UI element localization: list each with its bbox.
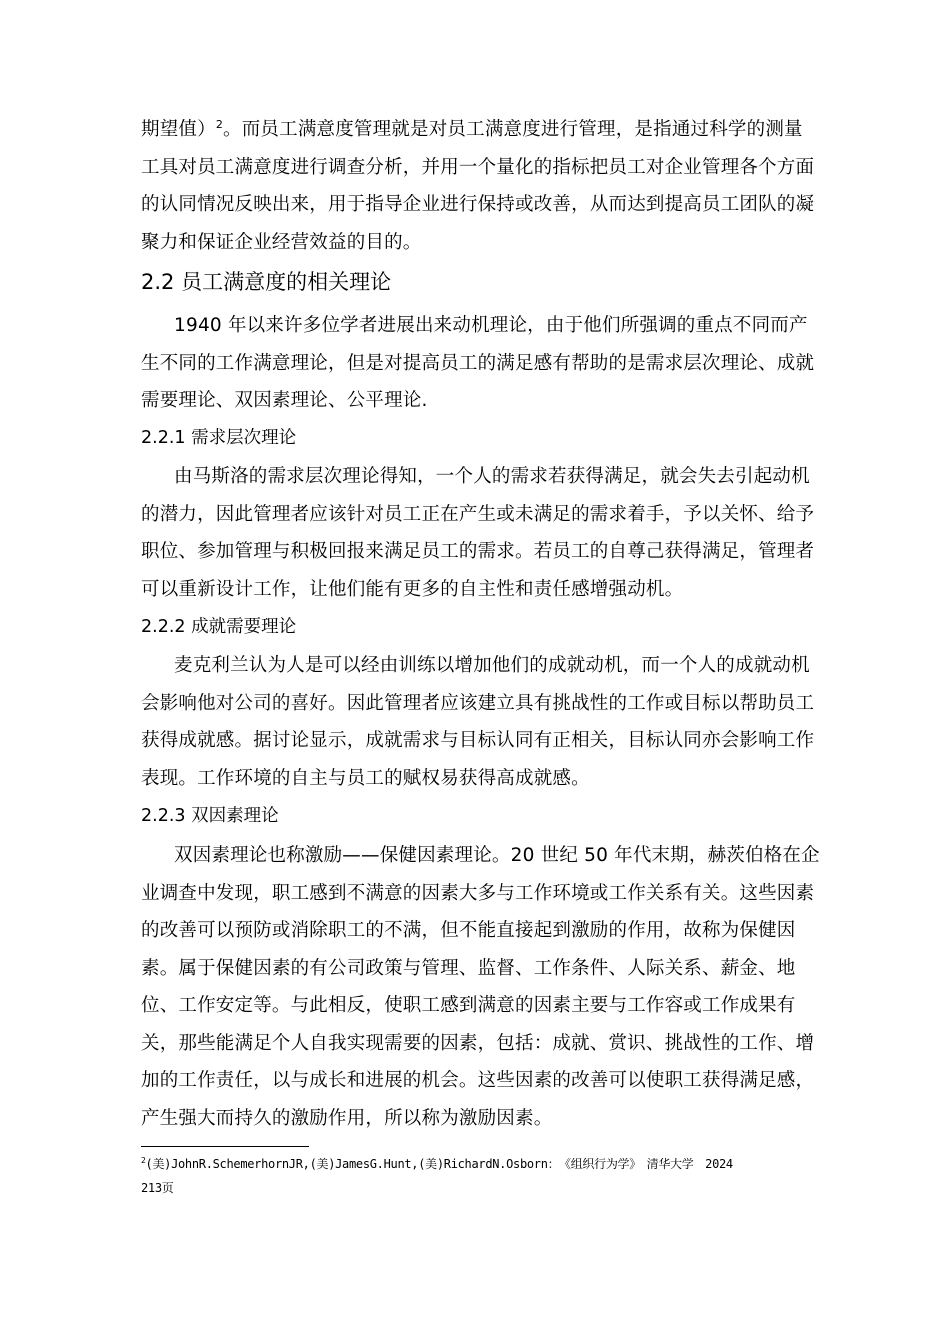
footnote-number: 2 [141, 1156, 146, 1165]
section-heading-2-2-2: 2.2.2 成就需要理论 [141, 617, 297, 637]
section-2-2-1-paragraph [141, 458, 821, 608]
section-2-2-2-text: 麦克利兰认为人是可以经由训练以增加他们的成就动机，而一个人的成就动机会影响他对公司的喜好。因此管理者应该建立具有挑战性的工作或目标以帮助员工获得成就感。据讨论显示，成就需求与目标认同有正相关，目标认同亦会影响工作表现。工作环境的自主与员工的赋权易获得高成就感。 [141, 655, 815, 789]
footnote-line-2: 213页 [141, 1181, 174, 1195]
section-2-2-text: 1940 年以来许多位学者进展出来动机理论，由于他们所强调的重点不同而产生不同的工作满意理论，但是对提高员工的满足感有帮助的是需求层次理论、成就需要理论、双因素理论、公平理论. [141, 315, 815, 411]
footnote-separator [141, 1146, 309, 1147]
section-heading-2-2-3: 2.2.3 双因素理论 [141, 806, 279, 826]
footnote-ref[interactable]: 2 [215, 117, 224, 131]
section-2-2-2-paragraph [141, 647, 821, 797]
intro-paragraph [141, 111, 821, 261]
section-2-2-3-text: 双因素理论也称激励——保健因素理论。20 世纪 50 年代末期，赫茨伯格在企业调查中发现，职工感到不满意的因素大多与工作环境或工作关系有关。这些因素的改善可以预防或消除职工的不满，但不能直接起到激励的作用，故称为保健因素。属于保健因素的有公司政策与管理、监督、工作条件、人际关系、薪金、地位、工作安定等。与此相反，使职工感到满意的因素主要与工作容或工作成果有关，那些能满足个人自我实现需要的因素，包括：成就、赏识、挑战性的工作、增加的工作责任，以与成长和进展的机会。这些因素的改善可以使职工获得满足感，产生强大而持久的激励作用，所以称为激励因素。 [141, 845, 820, 1129]
footnote [141, 1152, 821, 1200]
section-heading-2-2-1: 2.2.1 需求层次理论 [141, 428, 297, 448]
section-2-2-1-text: 由马斯洛的需求层次理论得知，一个人的需求若获得满足，就会失去引起动机的潜力，因此管理者应该针对员工正在产生或未满足的需求着手，予以关怀、给予职位、参加管理与积极回报来满足员工的需求。若员工的自尊己获得满足，管理者可以重新设计工作，让他们能有更多的自主性和责任感增强动机。 [141, 466, 815, 600]
footnote-line-1: (美)JohnR.SchemerhornJR,(美)JamesG.Hunt,(美)RichardN.Osborn： 《组织行为学》 清华大学 2024 [145, 1157, 733, 1171]
section-2-2-3-paragraph [141, 837, 821, 1137]
section-heading-2-2: 2.2 员工满意度的相关理论 [141, 270, 392, 294]
intro-text-a: 期望值） [141, 119, 216, 140]
intro-text-b: 。而员工满意度管理就是对员工满意度进行管理，是指通过科学的测量工具对员工满意度进行调查分析，并用一个量化的指标把员工对企业管理各个方面的认同情况反映出来，用于指导企业进行保持或改善，从而达到提高员工团队的凝聚力和保证企业经营效益的目的。 [141, 119, 815, 253]
section-2-2-paragraph [141, 307, 821, 420]
